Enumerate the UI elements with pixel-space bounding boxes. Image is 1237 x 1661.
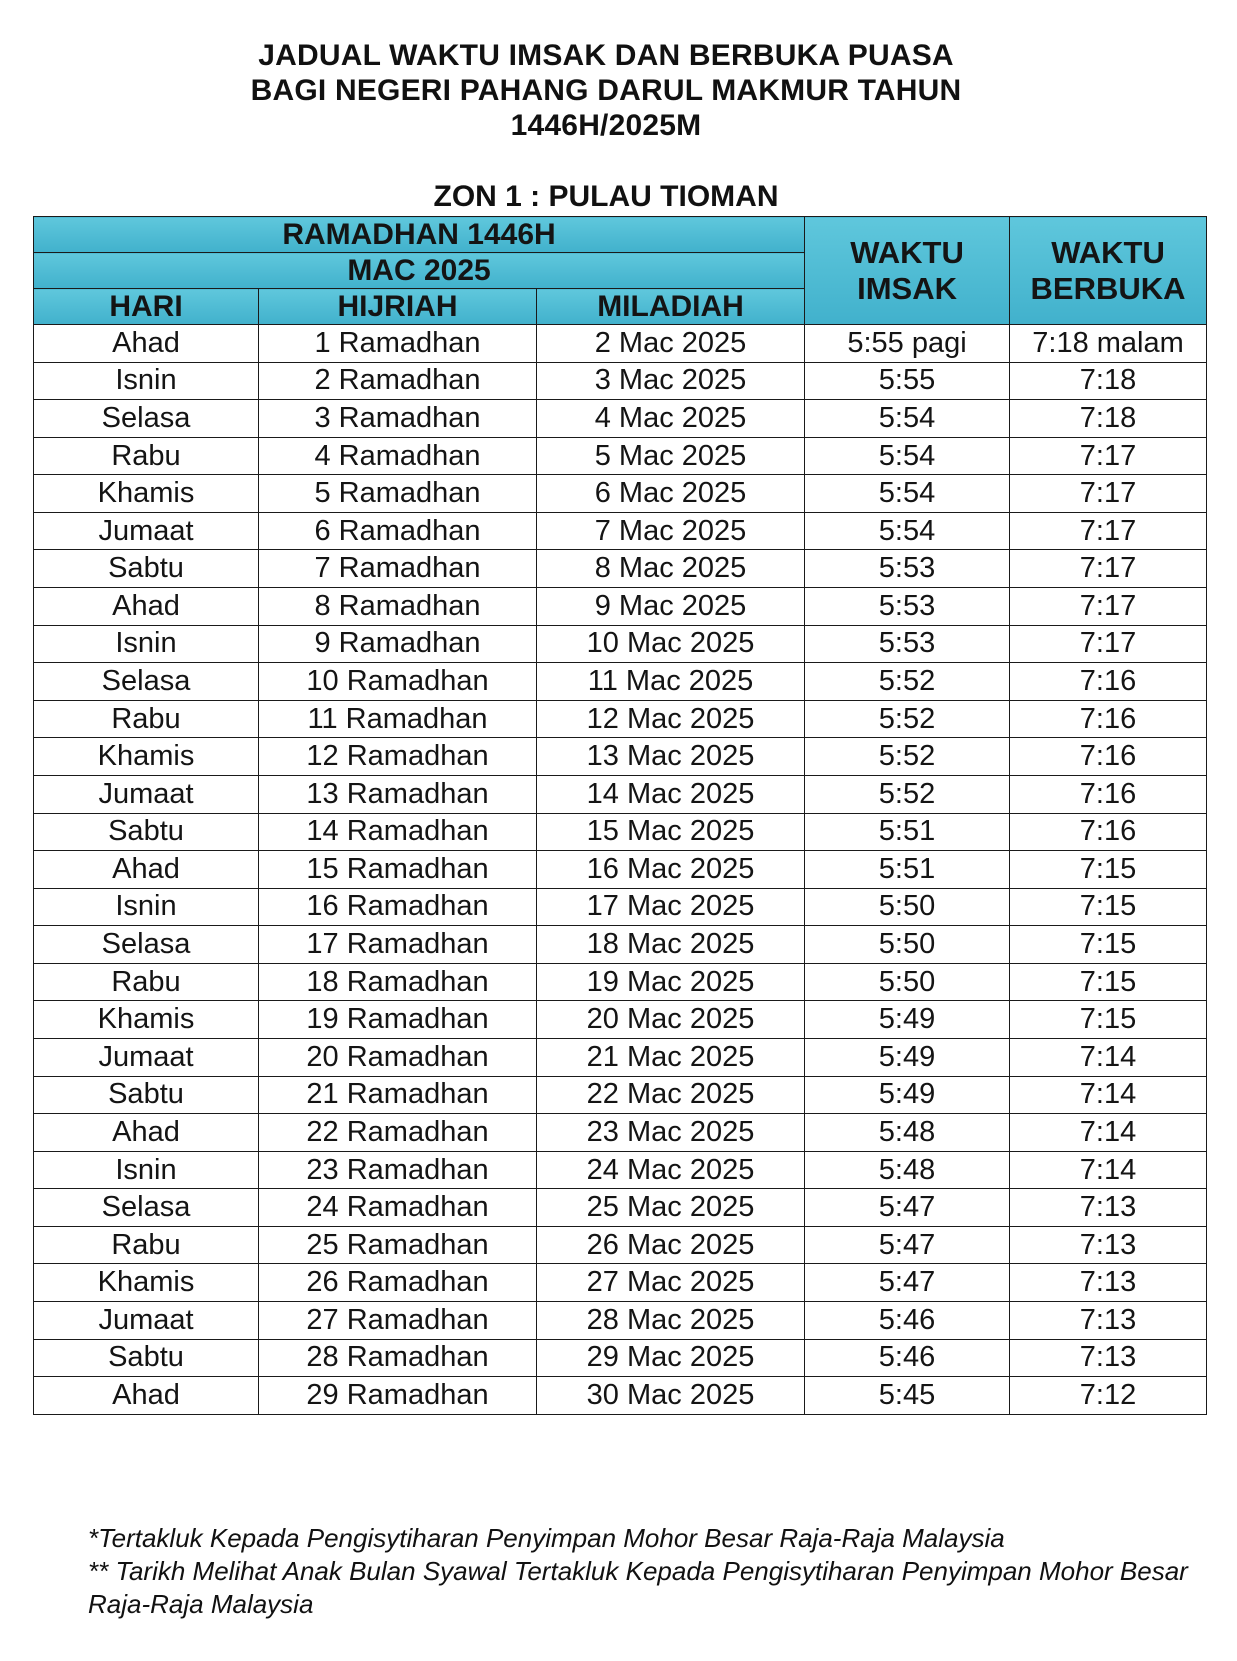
cell-hijriah: 15 Ramadhan [259,851,537,889]
cell-hari: Sabtu [34,550,259,588]
cell-hari: Jumaat [34,775,259,813]
cell-berbuka: 7:14 [1010,1076,1207,1114]
cell-imsak: 5:54 [805,400,1010,438]
table-row [34,437,1207,475]
cell-hijriah: 12 Ramadhan [259,738,537,776]
table-row [34,888,1207,926]
cell-hari: Ahad [34,588,259,626]
cell-hari: Isnin [34,362,259,400]
cell-berbuka: 7:17 [1010,475,1207,513]
cell-berbuka: 7:17 [1010,625,1207,663]
cell-hari: Selasa [34,1189,259,1227]
cell-hijriah: 10 Ramadhan [259,663,537,701]
table-row [34,1377,1207,1415]
cell-imsak: 5:51 [805,813,1010,851]
month-header: MAC 2025 [34,253,805,289]
cell-imsak: 5:51 [805,851,1010,889]
cell-hijriah: 29 Ramadhan [259,1377,537,1415]
cell-berbuka: 7:17 [1010,550,1207,588]
table-row [34,1189,1207,1227]
cell-hijriah: 20 Ramadhan [259,1038,537,1076]
cell-berbuka: 7:18 [1010,362,1207,400]
cell-hijriah: 6 Ramadhan [259,512,537,550]
cell-berbuka: 7:15 [1010,1001,1207,1039]
cell-hari: Khamis [34,1264,259,1302]
cell-imsak: 5:47 [805,1226,1010,1264]
schedule-table-header [34,217,1207,325]
cell-hari: Rabu [34,963,259,1001]
cell-berbuka: 7:17 [1010,512,1207,550]
table-row [34,1001,1207,1039]
table-row [34,1302,1207,1340]
table-row [34,550,1207,588]
table-row [34,1114,1207,1152]
cell-miladiah: 15 Mac 2025 [537,813,805,851]
cell-miladiah: 7 Mac 2025 [537,512,805,550]
cell-miladiah: 16 Mac 2025 [537,851,805,889]
schedule-table-body [34,325,1207,1415]
title-line-1: JADUAL WAKTU IMSAK DAN BERBUKA PUASA [258,39,954,72]
table-row [34,813,1207,851]
cell-berbuka: 7:16 [1010,663,1207,701]
cell-berbuka: 7:14 [1010,1151,1207,1189]
imsak-header-line-1: WAKTU [850,234,964,270]
miladiah-header: MILADIAH [537,289,805,325]
cell-hijriah: 16 Ramadhan [259,888,537,926]
cell-hijriah: 5 Ramadhan [259,475,537,513]
cell-hari: Isnin [34,1151,259,1189]
cell-berbuka: 7:17 [1010,588,1207,626]
table-row [34,775,1207,813]
footnote-1: *Tertakluk Kepada Pengisytiharan Penyimpan Mohor Besar Raja-Raja Malaysia [88,1523,1005,1553]
cell-imsak: 5:52 [805,775,1010,813]
cell-imsak: 5:52 [805,700,1010,738]
cell-berbuka: 7:18 malam [1010,325,1207,363]
cell-imsak: 5:52 [805,738,1010,776]
cell-hijriah: 8 Ramadhan [259,588,537,626]
cell-imsak: 5:49 [805,1001,1010,1039]
cell-miladiah: 30 Mac 2025 [537,1377,805,1415]
cell-berbuka: 7:15 [1010,926,1207,964]
cell-berbuka: 7:16 [1010,813,1207,851]
table-row [34,1038,1207,1076]
cell-hijriah: 24 Ramadhan [259,1189,537,1227]
cell-miladiah: 19 Mac 2025 [537,963,805,1001]
cell-berbuka: 7:13 [1010,1302,1207,1340]
berbuka-header-line-1: WAKTU [1051,234,1165,270]
berbuka-header [1010,217,1207,325]
cell-imsak: 5:52 [805,663,1010,701]
cell-hari: Ahad [34,851,259,889]
cell-miladiah: 3 Mac 2025 [537,362,805,400]
cell-hari: Khamis [34,1001,259,1039]
cell-hijriah: 26 Ramadhan [259,1264,537,1302]
cell-hari: Khamis [34,738,259,776]
cell-imsak: 5:48 [805,1114,1010,1152]
table-row [34,1264,1207,1302]
cell-imsak: 5:48 [805,1151,1010,1189]
table-row [34,1339,1207,1377]
cell-hari: Isnin [34,888,259,926]
table-row [34,851,1207,889]
cell-hari: Khamis [34,475,259,513]
cell-hijriah: 19 Ramadhan [259,1001,537,1039]
cell-miladiah: 28 Mac 2025 [537,1302,805,1340]
cell-hari: Jumaat [34,1302,259,1340]
cell-berbuka: 7:15 [1010,963,1207,1001]
cell-imsak: 5:46 [805,1302,1010,1340]
cell-imsak: 5:46 [805,1339,1010,1377]
cell-hijriah: 18 Ramadhan [259,963,537,1001]
cell-berbuka: 7:18 [1010,400,1207,438]
cell-hijriah: 7 Ramadhan [259,550,537,588]
cell-hijriah: 4 Ramadhan [259,437,537,475]
cell-imsak: 5:53 [805,550,1010,588]
cell-miladiah: 10 Mac 2025 [537,625,805,663]
cell-berbuka: 7:15 [1010,851,1207,889]
title-line-2: BAGI NEGERI PAHANG DARUL MAKMUR TAHUN [250,74,962,107]
cell-miladiah: 9 Mac 2025 [537,588,805,626]
schedule-table [33,216,1207,1415]
cell-miladiah: 11 Mac 2025 [537,663,805,701]
cell-imsak: 5:54 [805,512,1010,550]
cell-imsak: 5:45 [805,1377,1010,1415]
cell-miladiah: 29 Mac 2025 [537,1339,805,1377]
cell-berbuka: 7:16 [1010,700,1207,738]
table-row [34,700,1207,738]
cell-miladiah: 13 Mac 2025 [537,738,805,776]
cell-hari: Selasa [34,663,259,701]
cell-berbuka: 7:17 [1010,437,1207,475]
table-row [34,963,1207,1001]
cell-hijriah: 2 Ramadhan [259,362,537,400]
cell-miladiah: 27 Mac 2025 [537,1264,805,1302]
cell-hijriah: 17 Ramadhan [259,926,537,964]
cell-miladiah: 25 Mac 2025 [537,1189,805,1227]
zone-heading: ZON 1 : PULAU TIOMAN [433,180,779,213]
cell-miladiah: 20 Mac 2025 [537,1001,805,1039]
cell-hari: Jumaat [34,1038,259,1076]
table-row [34,663,1207,701]
cell-hari: Selasa [34,926,259,964]
cell-berbuka: 7:15 [1010,888,1207,926]
cell-hijriah: 21 Ramadhan [259,1076,537,1114]
cell-imsak: 5:53 [805,625,1010,663]
cell-berbuka: 7:16 [1010,738,1207,776]
ramadhan-header: RAMADHAN 1446H [34,217,805,253]
cell-berbuka: 7:16 [1010,775,1207,813]
cell-miladiah: 12 Mac 2025 [537,700,805,738]
cell-hari: Sabtu [34,1076,259,1114]
cell-hari: Rabu [34,700,259,738]
cell-imsak: 5:54 [805,437,1010,475]
hari-header: HARI [34,289,259,325]
document-title [0,38,1212,143]
cell-miladiah: 5 Mac 2025 [537,437,805,475]
table-row [34,1076,1207,1114]
cell-hari: Selasa [34,400,259,438]
cell-miladiah: 14 Mac 2025 [537,775,805,813]
cell-imsak: 5:55 [805,362,1010,400]
cell-hari: Jumaat [34,512,259,550]
cell-miladiah: 21 Mac 2025 [537,1038,805,1076]
cell-berbuka: 7:12 [1010,1377,1207,1415]
cell-imsak: 5:49 [805,1076,1010,1114]
table-row [34,738,1207,776]
cell-imsak: 5:53 [805,588,1010,626]
cell-hijriah: 3 Ramadhan [259,400,537,438]
cell-miladiah: 2 Mac 2025 [537,325,805,363]
cell-hari: Rabu [34,437,259,475]
cell-hari: Sabtu [34,813,259,851]
cell-imsak: 5:54 [805,475,1010,513]
cell-hijriah: 14 Ramadhan [259,813,537,851]
table-row [34,475,1207,513]
cell-hijriah: 22 Ramadhan [259,1114,537,1152]
cell-hijriah: 25 Ramadhan [259,1226,537,1264]
cell-hijriah: 23 Ramadhan [259,1151,537,1189]
cell-imsak: 5:50 [805,888,1010,926]
cell-imsak: 5:47 [805,1189,1010,1227]
table-row [34,325,1207,363]
table-row [34,926,1207,964]
imsak-header-line-2: IMSAK [857,270,957,306]
cell-hari: Sabtu [34,1339,259,1377]
table-row [34,1151,1207,1189]
table-row [34,362,1207,400]
cell-miladiah: 17 Mac 2025 [537,888,805,926]
berbuka-header-line-2: BERBUKA [1030,270,1186,306]
cell-berbuka: 7:13 [1010,1189,1207,1227]
cell-miladiah: 26 Mac 2025 [537,1226,805,1264]
table-row [34,588,1207,626]
cell-imsak: 5:50 [805,926,1010,964]
table-row [34,625,1207,663]
cell-miladiah: 18 Mac 2025 [537,926,805,964]
cell-hari: Isnin [34,625,259,663]
cell-hari: Ahad [34,1377,259,1415]
cell-berbuka: 7:13 [1010,1339,1207,1377]
cell-miladiah: 24 Mac 2025 [537,1151,805,1189]
cell-imsak: 5:49 [805,1038,1010,1076]
cell-imsak: 5:50 [805,963,1010,1001]
cell-hari: Ahad [34,325,259,363]
table-row [34,1226,1207,1264]
cell-hijriah: 13 Ramadhan [259,775,537,813]
cell-miladiah: 6 Mac 2025 [537,475,805,513]
cell-berbuka: 7:13 [1010,1226,1207,1264]
cell-hari: Rabu [34,1226,259,1264]
footnote-2: ** Tarikh Melihat Anak Bulan Syawal Tertakluk Kepada Pengisytiharan Penyimpan Mohor Besar Raja-Raja Malaysia [88,1556,1188,1619]
cell-berbuka: 7:14 [1010,1038,1207,1076]
cell-hijriah: 9 Ramadhan [259,625,537,663]
cell-berbuka: 7:13 [1010,1264,1207,1302]
title-line-3: 1446H/2025M [510,109,702,142]
cell-hari: Ahad [34,1114,259,1152]
cell-miladiah: 22 Mac 2025 [537,1076,805,1114]
cell-miladiah: 23 Mac 2025 [537,1114,805,1152]
cell-hijriah: 27 Ramadhan [259,1302,537,1340]
table-row [34,512,1207,550]
imsak-header [805,217,1010,325]
cell-hijriah: 1 Ramadhan [259,325,537,363]
cell-miladiah: 4 Mac 2025 [537,400,805,438]
cell-berbuka: 7:14 [1010,1114,1207,1152]
footnotes [88,1522,1208,1621]
table-row [34,400,1207,438]
cell-imsak: 5:47 [805,1264,1010,1302]
cell-hijriah: 11 Ramadhan [259,700,537,738]
cell-hijriah: 28 Ramadhan [259,1339,537,1377]
cell-miladiah: 8 Mac 2025 [537,550,805,588]
hijriah-header: HIJRIAH [259,289,537,325]
cell-imsak: 5:55 pagi [805,325,1010,363]
